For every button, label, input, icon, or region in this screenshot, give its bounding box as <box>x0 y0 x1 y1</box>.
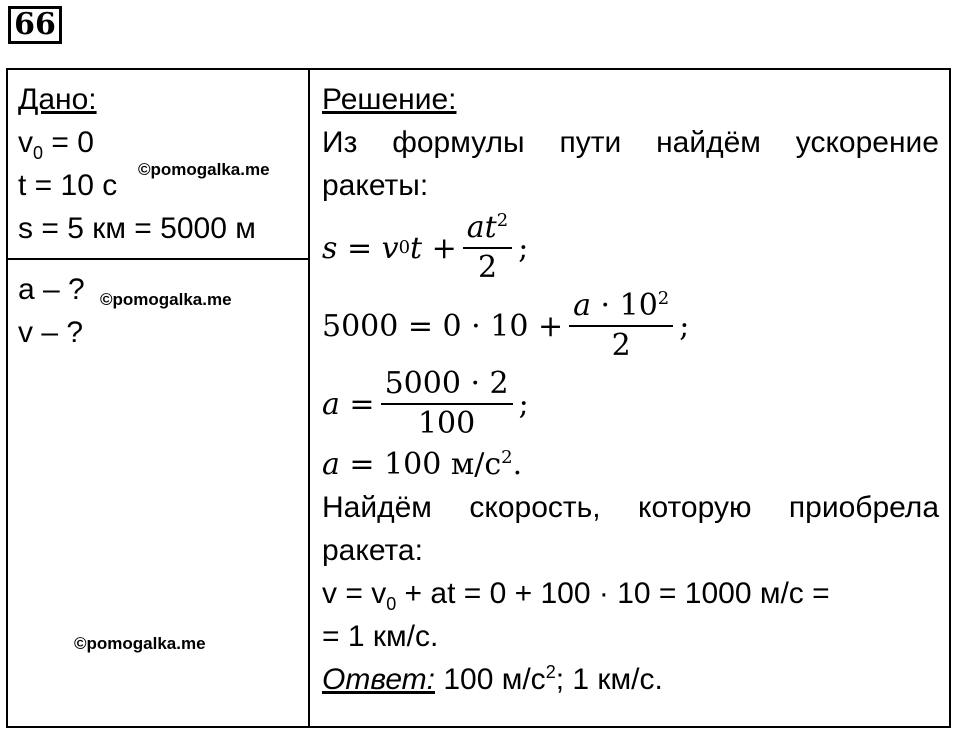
solution-intro: Из формулы пути найдём ускорение ракеты: <box>322 126 939 202</box>
given-s: s = 5 км = 5000 м <box>18 212 256 245</box>
velocity-line-2: = 1 км/с. <box>322 620 439 653</box>
problem-number: 66 <box>8 6 62 44</box>
answer-line: Ответ: 100 $м/с^2$; 1 км/с. <box>322 662 663 696</box>
watermark: ©pomogalka.me <box>100 290 232 309</box>
find-cell <box>7 259 309 727</box>
solution-text-2: Найдём скорость, которую приобрела ракета: <box>322 491 939 567</box>
given-title: Дано: <box>18 83 97 116</box>
find-a: a – ? <box>18 273 85 306</box>
equation-3: a = $\frac{5000 \cdot 2}{100}$ ; <box>322 366 529 441</box>
given-cell <box>7 69 309 259</box>
solution-cell <box>309 69 950 727</box>
equation-4: a = 100 $м/с^2$. <box>322 447 523 482</box>
velocity-line: $v = v_0$ + at = 0 + 100 · 10 = 1000 м/с = <box>322 577 830 614</box>
solution-table <box>6 68 951 728</box>
given-v0: $v_0 = 0$ <box>18 126 94 163</box>
equation-2: 5000 = 0 · 10 + $\frac{a \cdot 10^2}{2}$ ; <box>322 288 690 363</box>
given-t: t = 10 с <box>18 169 118 202</box>
solution-title: Решение: <box>322 83 457 116</box>
answer-label: Ответ: <box>322 663 435 696</box>
watermark: ©pomogalka.me <box>74 634 206 653</box>
watermark: ©pomogalka.me <box>138 160 270 179</box>
find-v: v – ? <box>18 316 84 349</box>
equation-1: s = v 0 t + $\frac{at^2}{2}$ ; <box>322 210 529 285</box>
